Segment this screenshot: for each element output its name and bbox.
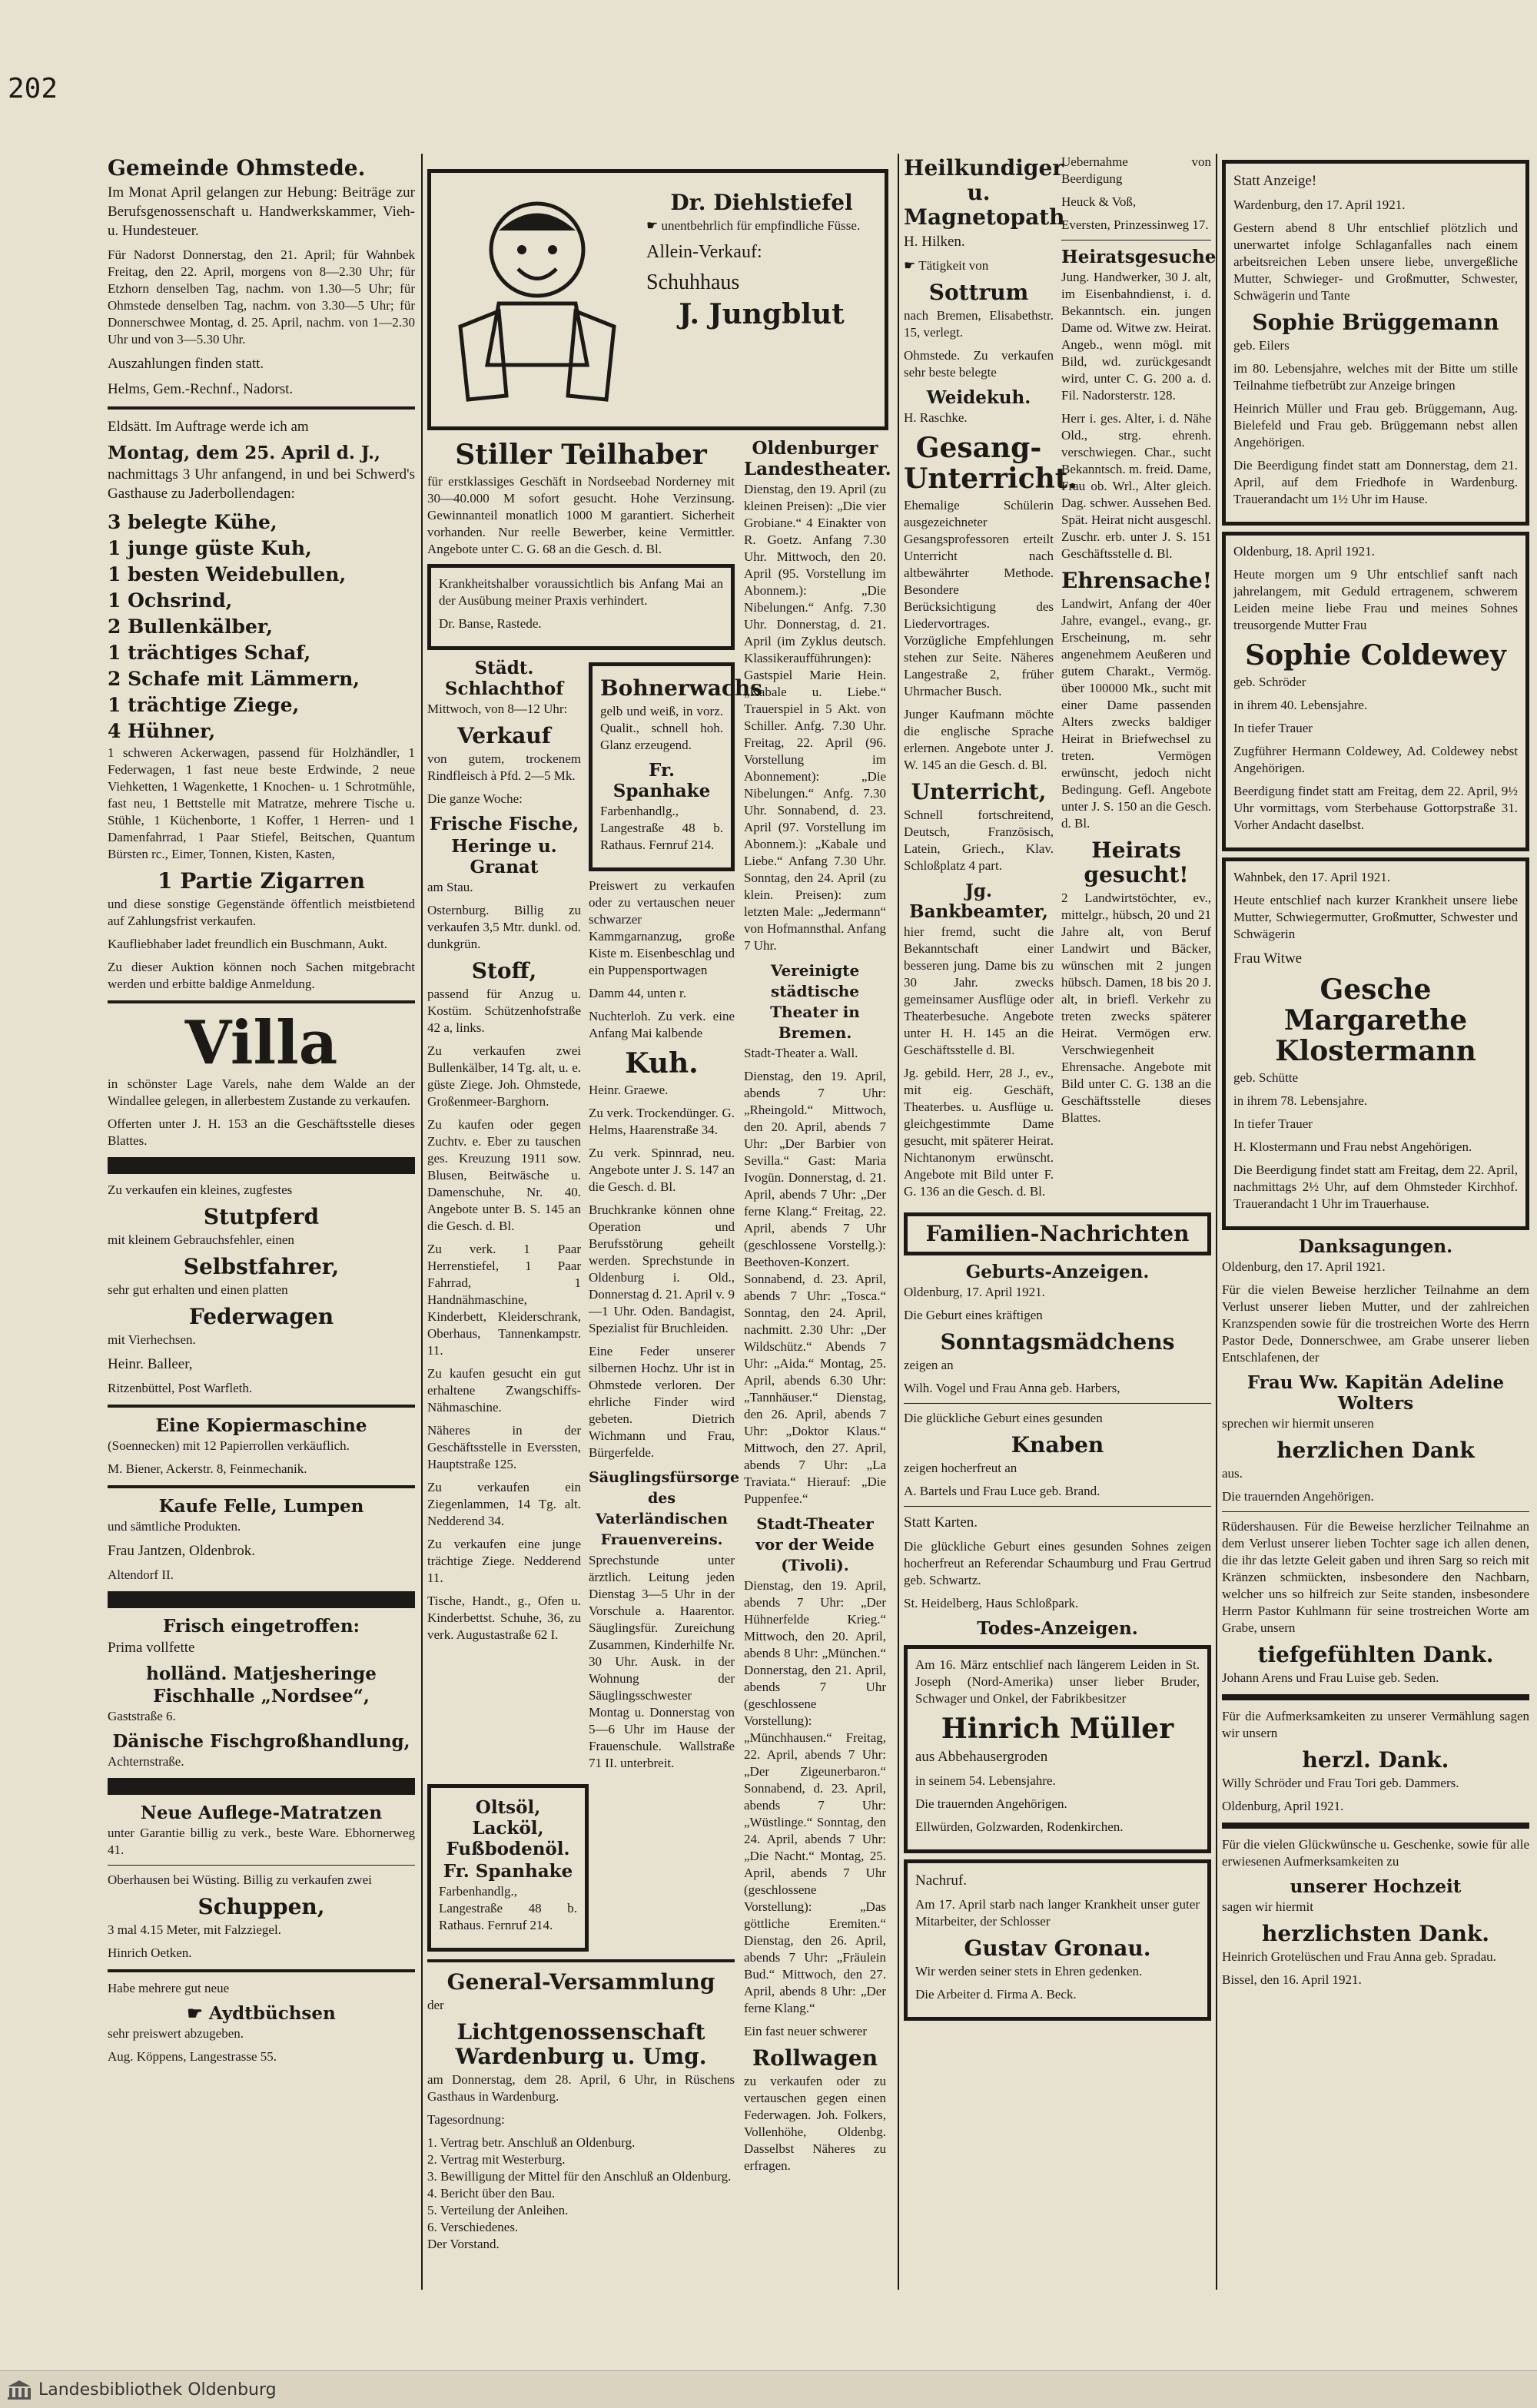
teilhaber-heading: Stiller Teilhaber <box>455 439 707 471</box>
stutpferd-intro: Zu verkaufen ein kleines, zugfestes <box>108 1182 293 1197</box>
daenisch-heading: Dänische Fischgroßhandlung, <box>112 1731 410 1752</box>
matjes-heading: holländ. Matjesheringe <box>146 1663 377 1684</box>
selbstfahrer-heading: Selbstfahrer, <box>183 1254 340 1279</box>
gronau-signature: Die Arbeiter d. Firma A. Beck. <box>915 1987 1077 2002</box>
bruchkranke: Bruchkranke können ohne Operation und Berufsstörung geheilt werden. Sprechstunde in Oldenburg i. Old., Donnerstag d. 21. April v. 9—1 Uhr. Oden. Bandagist, Spezialist für Bruchleiden. <box>589 1202 735 1335</box>
black-bar <box>108 1157 415 1174</box>
rollwagen-heading: Rollwagen <box>752 2045 878 2071</box>
sottrum-heading: Sottrum <box>928 280 1029 305</box>
divider <box>108 406 415 410</box>
knaben-names: A. Bartels und Frau Luce geb. Brand. <box>904 1484 1100 1498</box>
stutpferd-sub: mit kleinem Gebrauchsfehler, einen <box>108 1232 294 1247</box>
auction-time: nachmittags 3 Uhr anfangend, in und bei Schwerd's Gasthause zu Jaderbollendagen: <box>108 466 415 502</box>
bremen-sub: Stadt-Theater a. Wall. <box>744 1046 858 1060</box>
saeugling-text: Sprechstunde unter ärztlich. Leitung jeden Dienstag 3—5 Uhr in der Vorschule a. Haarentor. Säuglingsfür. Zureichung Zusammen, Kinderhilfe Nr. 30 Uhr. Ausk. in der Wohnung der Säuglingsschwester Montag u. Donnerstag von 5—6 Uhr im Hause der Frauenschule. Wallstraße 71 II. unterbreit. <box>589 1553 735 1770</box>
coldewey-age: in ihrem 40. Lebensjahre. <box>1233 698 1368 712</box>
versammlung-item: 4. Bericht über den Bau. <box>427 2186 556 2201</box>
mueller-signature: Die trauernden Angehörigen. <box>915 1796 1067 1811</box>
gronau-notice <box>904 1859 1211 2021</box>
black-bar <box>108 1591 415 1608</box>
klostermann-names: H. Klostermann und Frau nebst Angehörigen. <box>1233 1139 1472 1154</box>
schauspiel-text: Dienstag, den 19. April, abends 7 Uhr: „Der Hühnerfelde Krieg.“ Mittwoch, den 20. April, abends 8 Uhr: „München.“ Donnerstag, den 21. April, abends 7 Uhr (geschlossene Vorstellung): „Münchhausen.“ Freitag, 22. April, abends 7 Uhr: „Der Zigeunerbaron.“ Sonnabend, d. 23. April, abends 7 Uhr: „Wüstlinge.“ Sonntag, den 24. April, abends 7 Uhr: „Die Nacht.“ Montag, 25. April, abends 7 Uhr (geschlossene Vorstellung): „Das göttliche Eremiten.“ Dienstag, den 26. April, abends 7 Uhr: „Fräulein Bud.“ Mittwoch, den 27. April, abends 8 Uhr: „Der ferne Klang.“ <box>744 1578 886 2015</box>
weidekuh-heading: Weidekuh. <box>926 387 1031 408</box>
kinderwagen-text: Preiswert zu verkaufen oder zu vertauschen neuer schwarzer Kammgarnanzug, große Kiste m. Eisenbeschlag und ein Puppensportwagen <box>589 878 735 977</box>
auction-more: 1 schweren Ackerwagen, passend für Holzhändler, 1 Federwagen, 1 fast neue beste Erdwinde, 2 neue Viehketten, 1 Wagenkette, 1 Knochen- u. 1 Schrotmühle, fast neu, 1 Bettstelle mit Matratze, mehrere Tische u. Stühle, 1 Küchenborte, 1 Koffer, 1 Herren- und 1 Damenfahrrad, 1 Paar Stiefel, Beitschen, Quantum Bürsten rc., Eimer, Tonnen, Kisten, Kasten, <box>108 745 415 861</box>
kuh-intro: Nuchterloh. Zu verk. eine Anfang Mai kalbende <box>589 1009 735 1040</box>
sonntags-heading: Sonntagsmädchens <box>940 1329 1175 1355</box>
stutpferd-heading: Stutpferd <box>203 1204 320 1229</box>
dank2-signature: Johann Arens und Frau Luise geb. Seden. <box>1222 1670 1439 1685</box>
villa-offer: Offerten unter J. H. 153 an die Geschäftsstelle dieses Blattes. <box>108 1116 415 1148</box>
diehlstiefel-sub-text: unentbehrlich für empfindliche Füsse. <box>661 218 861 233</box>
bohnerwachs-addr: Farbenhandlg., Langestraße 48 b. Rathaus. Fernruf 214. <box>600 804 723 852</box>
schlachthof-heading: Städt. Schlachthof <box>444 658 564 699</box>
geburt-anzeige: zeigen an <box>904 1358 954 1372</box>
banse-text: Krankheitshalber voraussichtlich bis Anfang Mai an der Ausübung meiner Praxis verhindert. <box>439 576 723 608</box>
selbstfahrer-sub: sehr gut erhalten und einen platten <box>108 1282 288 1297</box>
page-number: 202 <box>8 73 58 104</box>
weide-signature: H. Raschke. <box>904 410 968 425</box>
familien-heading: Familien-Nachrichten <box>925 1221 1190 1246</box>
heilkundiger-name: H. Hilken. <box>904 234 965 250</box>
versammlung-item: 6. Verschiedenes. <box>427 2220 519 2234</box>
diehlstiefel-ad <box>427 169 888 430</box>
familien-banner <box>904 1212 1211 1255</box>
heringe-heading: Heringe u. Granat <box>451 836 557 877</box>
dank2-text: Rüdershausen. Für die Beweise herzlicher Teilnahme an dem Verlust unserer lieben Tochter sage ich allen denen, die ihr das letzte Geleit gaben und ihren Sarg so reich mit Kränzen schmückten, insbesondere den Nachbarn, welcher uns so hilfreich zur Seite standen, insbesondere Herrn Pastor Kuhlmann für seine trostreichen Worte am Grabe, unsern <box>1222 1519 1529 1635</box>
teilhaber-text: für erstklassiges Geschäft in Nordseebad Norderney mit 30—40.000 M sofort gesucht. Hohe Verzinsung. Gewinnanteil monatlich 1000 M garantiert. Sicherheit vorhanden. Nur reelle Bewerber, keine Vermittler. Angebote unter C. G. 68 an die Gesch. d. Bl. <box>427 474 735 556</box>
dank1-date: Oldenburg, den 17. April 1921. <box>1222 1259 1386 1274</box>
dank4-signature: Heinrich Grotelüschen und Frau Anna geb. Spradau. <box>1222 1949 1496 1964</box>
kopier-heading: Eine Kopiermaschine <box>155 1415 367 1436</box>
divider <box>108 1865 415 1866</box>
mueller-name: Hinrich Müller <box>941 1713 1174 1745</box>
rollwagen-intro: Ein fast neuer schwerer <box>744 2024 868 2038</box>
dank4-text: Für die vielen Glückwünsche u. Geschenke, sowie für alle erwiesenen Aufmerksamkeiten zu <box>1222 1837 1529 1869</box>
ohmstede-signature: Helms, Gem.-Rechnf., Nadorst. <box>108 381 294 397</box>
schuppen-intro: Oberhausen bei Wüsting. Billig zu verkaufen zwei <box>108 1872 372 1887</box>
frische-heading: Frische Fische, <box>429 814 579 834</box>
oel-ad <box>427 1784 589 1952</box>
federwagen-sub: mit Vierhechsen. <box>108 1332 196 1347</box>
klostermann-trauer: In tiefer Trauer <box>1233 1116 1313 1131</box>
villa-text: in schönster Lage Varels, nahe dem Walde an der Windallee gelegen, in allerbestem Zustande zu verkaufen. <box>108 1076 415 1108</box>
coldewey-names: Zugführer Hermann Coldewey, Ad. Coldewey nebst Angehörigen. <box>1233 744 1518 775</box>
mueller-places: Ellwürden, Golzwarden, Rodenkirchen. <box>915 1819 1124 1834</box>
federwagen-heading: Federwagen <box>188 1304 334 1329</box>
zigarren-signature: Kaufliebhaber ladet freundlich ein Buschmann, Aukt. <box>108 937 387 951</box>
black-bar <box>1222 1694 1529 1700</box>
bohnerwachs-text: gelb und weiß, in vorz. Qualit., schnell hoh. Glanz erzeugend. <box>600 704 723 752</box>
heirat-text: Jung. Handwerker, 30 J. alt, im Eisenbahndienst, i. d. Bekanntsch. ein. jungen Dame od. Witwe zw. Heirat. Angeb., wenn mögl. mit Bild, wd. zurückgesandt wird, unter C. G. 200 a. d. Fil. Nadorsterstr. 128. <box>1061 270 1211 403</box>
felle-name: Frau Jantzen, Oldenbrok. <box>108 1543 256 1559</box>
tisch: Tische, Handt., g., Ofen u. Kinderbettst. Schuhe, 36, zu verk. Augustastraße 62 I. <box>427 1594 581 1642</box>
heilkundiger-heading: Heilkundiger u. Magnetopath <box>904 155 1065 230</box>
hand-pointer-icon: ☛ <box>904 258 919 273</box>
versammlung-tagesordnung: Tagesordnung: <box>427 2112 505 2127</box>
versammlung-item: 2. Vertrag mit Westerburg. <box>427 2152 566 2167</box>
footer-label: Landesbibliothek Oldenburg <box>38 2380 277 2400</box>
dank4-sub: sagen wir hiermit <box>1222 1899 1313 1914</box>
auction-item: 1 trächtige Ziege, <box>108 694 300 716</box>
bremen-heading: Vereinigte städtische Theater in Bremen. <box>770 961 860 1042</box>
coldewey-geb: geb. Schröder <box>1233 675 1306 689</box>
geburt-names: Wilh. Vogel und Frau Anna geb. Harbers, <box>904 1381 1120 1395</box>
felle-addr: Altendorf II. <box>108 1567 174 1582</box>
divider <box>108 1000 415 1003</box>
versammlung-date: am Donnerstag, dem 28. April, 6 Uhr, in Rüschens Gasthaus in Wardenburg. <box>427 2072 735 2104</box>
daenisch-addr: Achternstraße. <box>108 1754 184 1769</box>
duenger: Zu verk. Trockendünger. G. Helms, Haarenstraße 34. <box>589 1106 735 1137</box>
wardenburg-date: Wardenburg, den 17. April 1921. <box>1233 197 1406 212</box>
stoff-intro: Osternburg. Billig zu verkaufen 3,5 Mtr. dunkl. od. dunkgrün. <box>427 903 581 951</box>
schuppen-heading: Schuppen, <box>198 1894 325 1919</box>
dank3-date: Oldenburg, April 1921. <box>1222 1799 1344 1813</box>
dank-heading: Danksagungen. <box>1298 1236 1453 1257</box>
versammlung-item: 3. Bewilligung der Mittel für den Anschluß an Oldenburg. <box>427 2169 732 2184</box>
stoff-text: passend für Anzug u. Kostüm. Schützenhofstraße 42 a, links. <box>427 987 581 1035</box>
wardenburg-text: Gestern abend 8 Uhr entschlief plötzlich und unerwartet infolge Schlaganfalles nach einem arbeitsreichen Leben unsere liebe, unvergeßliche Mutter, Schwieger- und Großmutter, Schwester, Schwägerin und Tante <box>1233 221 1518 303</box>
verkauf-text: von gutem, trockenem Rindfleisch à Pfd. 2—5 Mk. <box>427 751 581 783</box>
kopier-signature: M. Biener, Ackerstr. 8, Feinmechanik. <box>108 1461 307 1476</box>
geburt-heading: Geburts-Anzeigen. <box>965 1262 1150 1282</box>
boy-with-boots-illustration <box>445 188 629 411</box>
kinderwagen-addr: Damm 44, unten r. <box>589 986 687 1000</box>
sottrum-text: nach Bremen, Elisabethstr. 15, verlegt. <box>904 308 1054 340</box>
gronau-text: Wir werden seiner stets in Ehren gedenken. <box>915 1964 1143 1978</box>
beerdigung-heading: Uebernahme von Beerdigung <box>1061 154 1211 186</box>
gronau-name: Gustav Gronau. <box>964 1935 1151 1961</box>
hochzeit: unserer Hochzeit <box>1290 1876 1462 1897</box>
knaben-intro: Die glückliche Geburt eines gesunden <box>904 1411 1103 1425</box>
divider <box>1222 1511 1529 1512</box>
jungblut: J. Jungblut <box>679 298 845 330</box>
fischhalle-addr: Gaststraße 6. <box>108 1709 176 1723</box>
felle-sub: und sämtliche Produkten. <box>108 1519 241 1534</box>
beerdigung-addr: Eversten, Prinzessinweg 17. <box>1061 217 1209 232</box>
allein-verkauf: Allein-Verkauf: <box>646 242 762 262</box>
brueggemann-notice <box>1222 160 1529 526</box>
bohnerwachs-ad <box>589 662 763 871</box>
frisch-sub: Prima vollfette <box>108 1640 195 1656</box>
herzlichsten-dank: herzlichsten Dank. <box>1261 1921 1490 1946</box>
rollwagen-text: zu verkaufen oder zu vertauschen gegen einen Federwagen. Joh. Folkers, Vollenhöhe, Oldenbg. Dasselbst Näheres zu erfragen. <box>744 2074 886 2173</box>
karten-heading: Statt Karten. <box>904 1514 978 1531</box>
versammlung-der: der <box>427 1998 444 2012</box>
dank4-date: Bissel, den 16. April 1921. <box>1222 1972 1362 1987</box>
oel-shop: Fr. Spanhake <box>443 1861 573 1882</box>
theater-heading: Oldenburger Landestheater. <box>744 438 891 479</box>
versammlung-name: Lichtgenossenschaft Wardenburg u. Umg. <box>455 2019 707 2069</box>
klostermann-beerdigung: Die Beerdigung findet statt am Freitag, dem 22. April, nachmittags 2½ Uhr, auf dem Ohmsteder Kirchhof. Trauerandacht 1 Uhr im Trauerhause. <box>1233 1163 1518 1211</box>
ohmstede-text: Im Monat April gelangen zur Hebung: Beiträge zur Berufsgenossenschaft u. Handwerkskammer, Vieh- u. Hundesteuer. <box>108 184 415 239</box>
column-4 <box>904 154 1077 1206</box>
dank1-text: Für die vielen Beweise herzlicher Teilnahme an dem Verlust unserer lieben Mutter, und der zahlreichen Kranzspenden sowie für die trostreichen Worte des Herrn Pastor Dede, Donnerschwee, am Grabe unserer lieben Entschlafenen, der <box>1222 1282 1529 1365</box>
column-3 <box>744 436 891 2259</box>
brueggemann-age: im 80. Lebensjahre, welches mit der Bitte um stille Teilnahme tiefbetrübt zur Anzeige bringen <box>1233 361 1518 393</box>
divider <box>904 1403 1211 1404</box>
aydt-heading <box>108 2003 415 2024</box>
auction-item: 1 trächtiges Schaf, <box>108 642 311 664</box>
heirats-text: 2 Landwirtstöchter, ev., mittelgr., hübsch, 20 und 21 Jahre alt, von Beruf Landwirt und Bäcker, wünschen mit 2 jungen hübsch. Damen, 18 bis 20 J. alt, in briefl. Verkehr zu treten zwecks späterer Heirat. Vermögen erw. Verschwiegenheit Ehrensache. Angebote mit Bild unter C. G. 138 an die Geschäftsstelle dieses Blattes. <box>1061 891 1211 1125</box>
oel-heading: Oltsöl, Lacköl, Fußbodenöl. <box>446 1797 570 1859</box>
zwang-text: Näheres in der Geschäftsstelle in Everssten, Hauptstraße 125. <box>427 1423 581 1471</box>
versammlung-item: 1. Vertrag betr. Anschluß an Oldenburg. <box>427 2135 636 2150</box>
geburt-text: Die Geburt eines kräftigen <box>904 1308 1043 1322</box>
ziegen: Zu verkaufen ein Ziegenlammen, 14 Tg. alt. Nedderend 34. <box>427 1480 581 1528</box>
karten-addr: St. Heidelberg, Haus Schloßpark. <box>904 1596 1079 1610</box>
stau: am Stau. <box>427 880 473 894</box>
ehrensache-text: Landwirt, Anfang der 40er Jahre, evangel., evang., gr. Erscheinung, m. sehr angenehmem Aeußeren und gutem Charakt., Vermög. über 100000 Mk., sucht mit einer Dame passenden Alters zwecks baldiger Heirat in Briefwechsel zu treten. Vermögen erwünscht, jedoch nicht Bedingung. Gefl. Angebote unter J. S. 150 an die Gesch. d. Bl. <box>1061 596 1211 831</box>
column-divider <box>898 154 899 2290</box>
auction-item: 2 Schafe mit Lämmern, <box>108 668 360 690</box>
coldewey-beerdigung: Beerdigung findet statt am Freitag, dem 22. April, 9½ Uhr vormittags, vom Sterbehause Gottorpstraße 31. Vorher Andacht daselbst. <box>1233 784 1518 832</box>
matratzen-heading: Neue Auflege-Matratzen <box>140 1803 383 1823</box>
auction-intro: Eldsätt. Im Auftrage werde ich am <box>108 419 309 435</box>
woche: Die ganze Woche: <box>427 791 523 806</box>
heirats-heading: Heirats gesucht! <box>1084 837 1189 887</box>
federwagen-name: Heinr. Balleer, <box>108 1356 193 1372</box>
diehlstiefel-title: Dr. Diehlstiefel <box>670 190 853 215</box>
herzl-dank: herzl. Dank. <box>1302 1747 1449 1773</box>
spinnrad: Zu verk. Spinnrad, neu. Angebote unter J. S. 147 an die Gesch. d. Bl. <box>589 1146 735 1194</box>
divider <box>904 1506 1211 1507</box>
federwagen-addr: Ritzenbüttel, Post Warfleth. <box>108 1381 253 1395</box>
klostermann-name: Gesche Margarethe Klostermann <box>1275 973 1476 1067</box>
black-bar <box>1222 1823 1529 1829</box>
verkauf-heading: Verkauf <box>457 723 551 748</box>
black-bar <box>108 1778 415 1795</box>
schuhhaus: Schuhhaus <box>646 270 740 294</box>
klostermann-notice <box>1222 857 1529 1230</box>
versammlung-signature: Der Vorstand. <box>427 2237 500 2251</box>
brueggemann-beerdigung: Die Beerdigung findet statt am Donnerstag, dem 21. April, auf dem Friedhofe in Wardenburg. Trauerandacht um 1½ Uhr im Hause. <box>1233 458 1518 506</box>
zigarren-note: Zu dieser Auktion können noch Sachen mitgebracht werden und erbitte baldige Anmeldung. <box>108 960 415 991</box>
misc-1: Zu verkaufen zwei Bullenkälber, 14 Tg. alt, u. e. güste Ziege. Joh. Ohmstede, Großenmeer-Barghorn. <box>427 1043 581 1109</box>
villa-heading: Villa <box>184 1008 338 1078</box>
kopier-text: (Soennecken) mit 12 Papierrollen verkäuflich. <box>108 1438 350 1453</box>
versammlung-heading: General-Versammlung <box>446 1969 715 1995</box>
ohmstede-title: Gemeinde Ohmstede. <box>108 155 366 181</box>
bankbeamter-text: hier fremd, sucht die Bekanntschaft einer besseren jung. Dame bis zu 30 Jahr. zwecks gemeinsamer Ausflüge oder Theaterbesuche. Angebote unter H. H. 145 an die Geschäftsstelle d. Bl. <box>904 924 1054 1057</box>
ohmstede-dates: Für Nadorst Donnerstag, den 21. April; für Wahnbek Freitag, den 22. April, morgens von 8—2.30 Uhr; für Etzhorn denselben Tag, nachm. von 1.30—5 Uhr; für Ohmstede denselben Tag, nachm. von 3.30—5 Uhr; für Donnerschwee Montag, d. 25. April, nachm. von 1—2.30 Uhr und von 3—5.30 Uhr. <box>108 247 415 347</box>
aydt-sub: sehr preiswert abzugeben. <box>108 2026 244 2041</box>
auction-item: 2 Bullenkälber, <box>108 615 273 638</box>
unterricht-text: Schnell fortschreitend, Deutsch, Französisch, Latein, Griech., Klav. Schloßplatz 4 part. <box>904 808 1054 873</box>
banse-signature: Dr. Banse, Rastede. <box>439 616 542 631</box>
column-4-5 <box>904 154 1217 2027</box>
auction-date: Montag, dem 25. April d. J., <box>108 443 380 463</box>
column-divider <box>421 154 423 2290</box>
aydt-signature: Aug. Köppens, Langestrasse 55. <box>108 2049 277 2064</box>
knaben-text: zeigen hocherfreut an <box>904 1461 1017 1475</box>
column-2a <box>427 436 763 2259</box>
karten-text: Die glückliche Geburt eines gesunden Sohnes zeigen hocherfreut an Referendar Schaumburg und Frau Gertrud geb. Schwartz. <box>904 1539 1211 1587</box>
felle-heading: Kaufe Felle, Lumpen <box>158 1496 364 1517</box>
gesang-heading: Gesang-Unterricht. <box>904 432 1077 495</box>
schuppen-signature: Hinrich Oetken. <box>108 1945 192 1960</box>
coldewey-text: Heute morgen um 9 Uhr entschlief sanft nach jahrelangem, mit Geduld ertragenem, schwerem Leiden meine liebe Frau und meines Sohnes treusorgende Mutter Frau <box>1233 567 1518 632</box>
nachruf-heading: Nachruf. <box>915 1872 967 1889</box>
heirat-text-2: Herr i. ges. Alter, i. d. Nähe Old., strg. ehrenh. verschwiegen. Char., sucht Bekanntsch. m. freid. Dame, Frau ob. Wrl., Alter gleich. Dag. schwer. Aussehen Bed. Spät. Heirat nicht ausgeschl. Zuschr. erb. unter J. S. 151 Geschäftsstelle d. Bl. <box>1061 411 1211 561</box>
column-6 <box>1222 154 1529 1995</box>
auction-item: 1 junge güste Kuh, <box>108 537 312 559</box>
wolters-name: Frau Ww. Kapitän Adeline Wolters <box>1247 1372 1505 1414</box>
heilkundiger-text-body: Tätigkeit von <box>918 258 989 273</box>
todes-heading: Todes-Anzeigen. <box>977 1618 1138 1639</box>
ziegen-2: Zu verkaufen eine junge trächtige Ziege. Nedderend 11. <box>427 1537 581 1585</box>
coldewey-date: Oldenburg, 18. April 1921. <box>1233 544 1375 559</box>
herr-text: Jg. gebild. Herr, 28 J., ev., mit eig. Geschäft, Theaterbes. u. Ausflüge u. gleichgestimmte Dame gesucht, mit späterer Heirat. Nichtanonym erwünscht. Angebote mit Bild unter F. G. 136 an die Gesch. d. Bl. <box>904 1066 1054 1199</box>
misc-3: Zu verk. 1 Paar Herrenstiefel, 1 Paar Fahrrad, 1 Handnähmaschine, Kinderbett, Kleiderschrank, Oberhaus, Tannenkampstr. 11. <box>427 1242 581 1358</box>
unterricht-heading: Unterricht, <box>911 779 1047 804</box>
aydt-intro: Habe mehrere gut neue <box>108 1981 230 1995</box>
bohnerwachs-heading: Bohnerwachs <box>600 675 763 701</box>
schauspiel-heading: Stadt-Theater vor der Weide (Tivoli). <box>755 1514 875 1574</box>
auction-item: 3 belegte Kühe, <box>108 511 277 533</box>
matratzen-text: unter Garantie billig zu verk., beste Ware. Ebhornerweg 41. <box>108 1826 415 1857</box>
coldewey-trauer: In tiefer Trauer <box>1233 721 1313 735</box>
auction-item: 1 besten Weidebullen, <box>108 563 347 585</box>
zigarren-heading: 1 Partie Zigarren <box>157 868 366 894</box>
zigarren-text: und diese sonstige Gegenstände öffentlich meistbietend auf Zahlungsfrist verkaufen. <box>108 897 415 928</box>
hand-pointer-icon: ☛ <box>646 218 662 233</box>
mueller-age: in seinem 54. Lebensjahre. <box>915 1773 1056 1788</box>
frisch-heading: Frisch eingetroffen: <box>162 1616 360 1637</box>
coldewey-name: Sophie Coldewey <box>1245 639 1506 672</box>
column-2a-right <box>589 656 763 1778</box>
oel-addr: Farbenhandlg., Langestraße 48 b. Rathaus. Fernruf 214. <box>439 1884 577 1932</box>
divider <box>108 1969 415 1972</box>
mueller-sub: aus Abbehausergroden <box>915 1749 1048 1765</box>
herzlichen-dank: herzlichen Dank <box>1276 1438 1475 1463</box>
weide-intro: Ohmstede. Zu verkaufen sehr beste belegte <box>904 348 1054 380</box>
column-2a-left <box>427 656 581 1778</box>
schuppen-text: 3 mal 4.15 Meter, mit Falzziegel. <box>108 1922 281 1937</box>
saeugling-heading: Säuglingsfürsorge des Vaterländischen Frauenvereins. <box>589 1469 740 1548</box>
dank1-aus: aus. <box>1222 1466 1243 1481</box>
divider <box>427 1959 735 1962</box>
column-divider <box>1216 154 1217 2290</box>
heilkundiger-text <box>904 257 1054 274</box>
schlachthof-text: Mittwoch, von 8—12 Uhr: <box>427 702 568 716</box>
auction-items <box>108 509 415 745</box>
nachruf-text: Am 17. April starb nach langer Krankheit unser guter Mitarbeiter, der Schlosser <box>915 1897 1200 1929</box>
brueggemann-name: Sophie Brüggemann <box>1252 310 1499 335</box>
versammlung-item: 5. Verteilung der Anleihen. <box>427 2203 569 2217</box>
klostermann-age: in ihrem 78. Lebensjahre. <box>1233 1093 1368 1108</box>
auction-item: 4 Hühner, <box>108 720 216 742</box>
divider <box>108 1405 415 1408</box>
bankbeamter-heading: Jg. Bankbeamter, <box>909 881 1048 922</box>
fischhalle-heading: Fischhalle „Nordsee“, <box>153 1686 370 1706</box>
column-2 <box>427 154 891 2259</box>
bremen-text: Dienstag, den 19. April, abends 7 Uhr: „Rheingold.“ Mittwoch, den 20. April, abends 7 Uhr: „Der Barbier von Sevilla.“ Gast: Maria Ivogün. Donnerstag, d. 21. April, abends 7 Uhr: „Der ferne Klang.“ Freitag, 22. April, abends 7 Uhr (geschlossene Vorstellg.): Beethoven-Konzert. Sonnabend, d. 23. April, abends 7 Uhr: „Tosca.“ Sonntag, den 24. April, nachmitt. 2.30 Uhr: „Der Wildschütz.“ Abends 7 Uhr: „Aida.“ Montag, 25. April, abends 6.30 Uhr: „Tannhäuser.“ Dienstag, den 26. April, abends 7 Uhr: „Doktor Klaus.“ Mittwoch, den 27. April, abends 7 Uhr: „La Traviata.“ Hierauf: „Die Puppenfee.“ <box>744 1069 886 1506</box>
footer-bar <box>0 2370 1537 2408</box>
ohmstede-pay: Auszahlungen finden statt. <box>108 356 264 372</box>
brueggemann-geb: geb. Eilers <box>1233 338 1290 353</box>
dank1-signature: Die trauernden Angehörigen. <box>1222 1489 1374 1504</box>
klostermann-text: Heute entschlief nach kurzer Krankheit unsere liebe Mutter, Schwiegermutter, Großmutter, Schwester und Schwägerin <box>1233 893 1518 941</box>
misc-2: Zu kaufen oder gegen Zuchtv. e. Eber zu tauschen ges. Kreuzung 1911 sow. Blusen, Beitwäsche u. Damenschuhe, Nr. 40. Angebote unter B. S. 145 an die Gesch. d. Bl. <box>427 1117 581 1233</box>
tiefgefuehlten-dank: tiefgefühlten Dank. <box>1257 1642 1494 1667</box>
diehlstiefel-sub <box>646 217 877 234</box>
knaben-heading: Knaben <box>1011 1432 1104 1458</box>
mueller-intro: Am 16. März entschlief nach längerem Leiden in St. Joseph (Nord-Amerika) unser lieber Bruder, Schwager und Onkel, der Fabrikbesitzer <box>915 1657 1200 1706</box>
klostermann-date: Wahnbek, den 17. April 1921. <box>1233 870 1391 884</box>
kuh-heading: Kuh. <box>625 1047 699 1080</box>
dank3-signature: Willy Schröder und Frau Tori geb. Dammers. <box>1222 1776 1459 1790</box>
zwang: Zu kaufen gesucht ein gut erhaltene Zwangschiffs-Nähmaschine. <box>427 1366 581 1415</box>
gesang-text: Ehemalige Schülerin ausgezeichneter Gesangsprofessoren erteilt Unterricht nach altbewährter Methode. Besondere Berücksichtigung des Liedervortrages. Vorzügliche Empfehlungen stehen zur Seite. Näheres Langestraße 2, früher Uhrmacher Busch. <box>904 498 1054 698</box>
kuh-signature: Heinr. Graewe. <box>589 1083 669 1097</box>
mueller-notice <box>904 1645 1211 1853</box>
heirat-heading: Heiratsgesuche <box>1061 247 1217 267</box>
brueggemann-names: Heinrich Müller und Frau geb. Brüggemann, Aug. Bielefeld und Frau geb. Brüggemann nebst allen Angehörigen. <box>1233 401 1518 449</box>
column-5 <box>1061 154 1217 1206</box>
klostermann-witwe: Frau Witwe <box>1233 950 1303 967</box>
bohnerwachs-shop: Fr. Spanhake <box>612 760 711 801</box>
kaufmann-text: Junger Kaufmann möchte die englische Sprache erlernen. Angebote unter J. W. 145 an die Gesch. d. Bl. <box>904 707 1054 772</box>
coldewey-notice <box>1222 532 1529 851</box>
hand-pointer-icon: ☛ <box>187 2003 209 2024</box>
dank1-sub: sprechen wir hiermit unseren <box>1222 1416 1374 1431</box>
stoff-heading: Stoff, <box>471 958 537 983</box>
column-1 <box>108 154 415 2071</box>
ehrensache-heading: Ehrensache! <box>1061 568 1213 593</box>
divider <box>108 1485 415 1488</box>
dank3-text: Für die Aufmerksamkeiten zu unserer Vermählung sagen wir unsern <box>1222 1709 1529 1740</box>
auction-item: 1 Ochsrind, <box>108 589 233 612</box>
aydt-title: Aydtbüchsen <box>208 2003 336 2024</box>
library-building-icon <box>6 2379 32 2400</box>
beerdigung-name: Heuck & Voß, <box>1061 194 1137 209</box>
banse-notice <box>427 564 735 650</box>
uhr-verloren: Eine Feder unserer silbernen Hochz. Uhr ist in Ohmstede verloren. Der ehrliche Finder wird gebeten. Dietrich Wichmann und Frau, Bürgerfelde. <box>589 1344 735 1460</box>
anzeige-heading: Statt Anzeige! <box>1233 173 1317 189</box>
klostermann-geb: geb. Schütte <box>1233 1070 1299 1085</box>
theater-text: Dienstag, den 19. April (zu kleinen Preisen): „Die vier Grobiane.“ 4 Einakter von R. Goetz. Anfang 7.30 Uhr. Mittwoch, den 20. April (95. Vorstellung im Abonnem.): „Die Nibelungen.“ Anfg. 7.30 Uhr. Donnerstag, d. 21. April (im Zyklus deutsch. Klassikeraufführungen): Gastspiel Marie Hein. „Kabale u. Liebe.“ Trauerspiel in 5 Akt. von Schiller. Anfg. 7.30 Uhr. Freitag, 22. April (96. Vorstellung im Abonnement): „Die Nibelungen.“ Anfg. 7.30 Uhr. Sonnabend, d. 23. April (97. Vorstellung im Abonnem.): „Kabale und Liebe.“ Anfang 7.30 Uhr. Sonntag, den 24. April (zu klein. Preisen): zum letzten Male: „Jedermann“ von Hofmannsthal. Anfang 7 Uhr. <box>744 482 886 953</box>
geburt-date: Oldenburg, 17. April 1921. <box>904 1285 1045 1299</box>
